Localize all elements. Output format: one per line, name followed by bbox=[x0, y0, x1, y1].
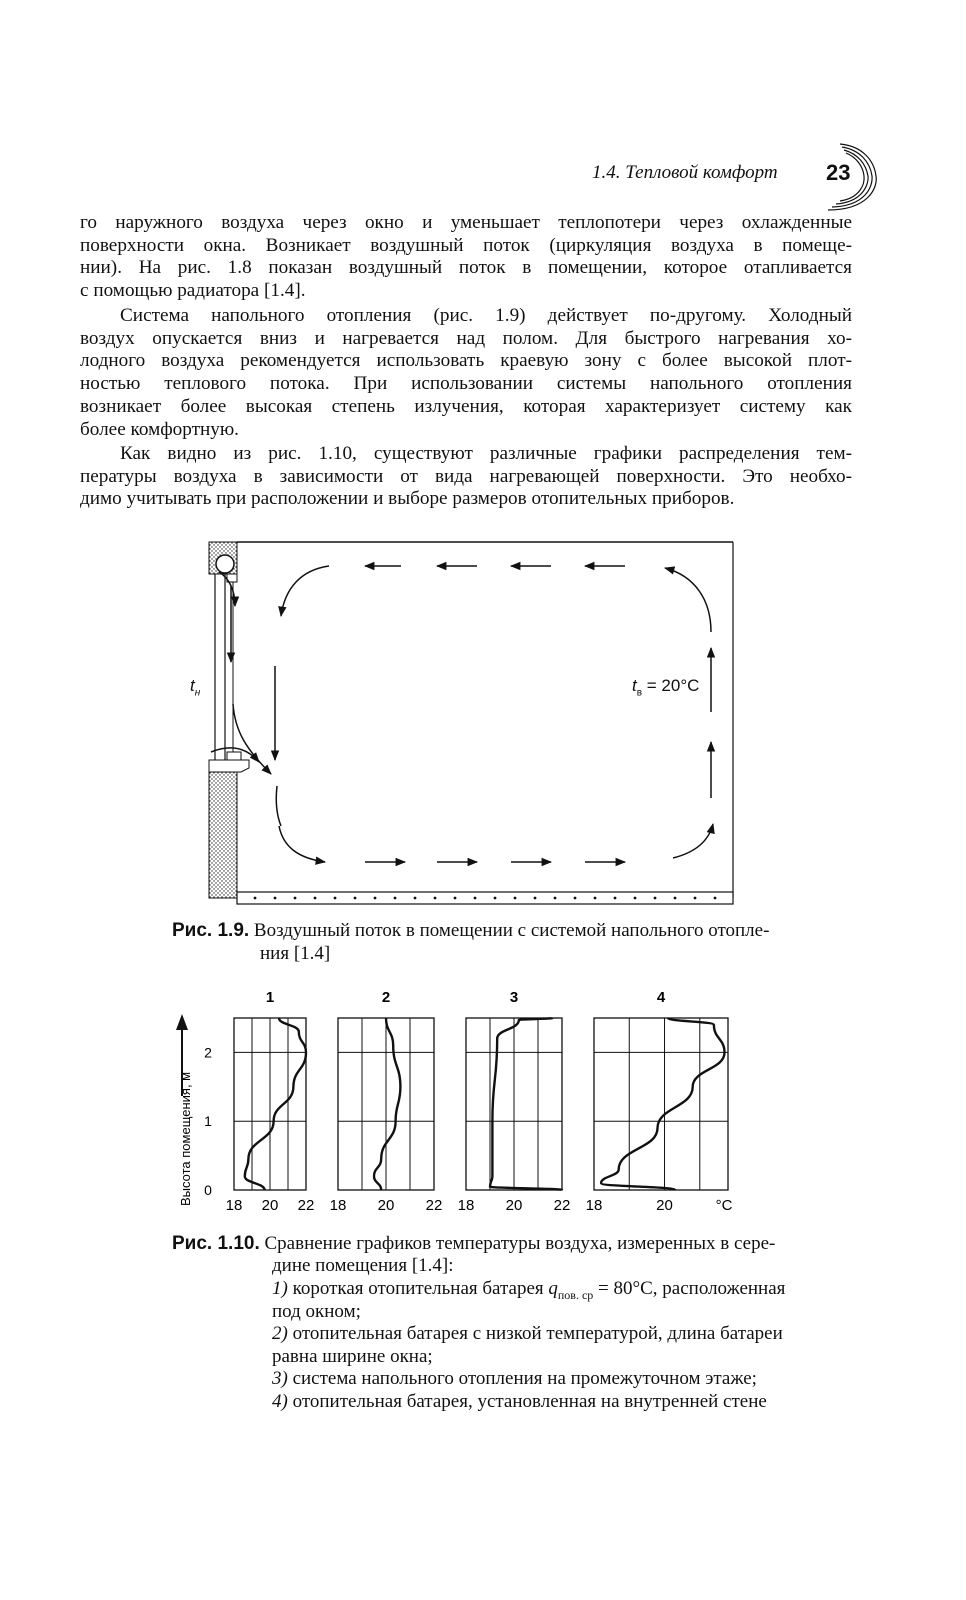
panel-label: 3 bbox=[509, 989, 519, 1006]
legend-item-3: 3) система напольного отопления на промежуточном этаже; bbox=[272, 1368, 757, 1389]
figure-1-10-temperature-charts bbox=[168, 984, 768, 1220]
y-tick-label: 2 bbox=[204, 1044, 212, 1061]
outside-temp-label: $t_н$ bbox=[190, 676, 201, 699]
paragraph-3 bbox=[80, 443, 852, 511]
figure-1-9-caption-line2: ния [1.4] bbox=[260, 943, 331, 964]
paragraph-1 bbox=[80, 212, 852, 303]
temperature-profile-1 bbox=[245, 1018, 306, 1190]
panel-label: 4 bbox=[656, 989, 666, 1006]
text-line: ностью теплового потока. При использовании системы напольного отопления bbox=[80, 373, 852, 395]
x-tick-label: 22 bbox=[297, 1197, 315, 1214]
y-tick-label: 1 bbox=[204, 1113, 212, 1130]
text-line: димо учитывать при расположении и выборе размеров отопительных приборов. bbox=[80, 488, 735, 510]
y-axis-arrowhead bbox=[176, 1014, 188, 1030]
paragraph-2 bbox=[80, 305, 852, 441]
x-unit-label: °С bbox=[715, 1197, 733, 1214]
running-header-title: 1.4. Тепловой комфорт bbox=[592, 162, 778, 183]
temperature-profile-4 bbox=[601, 1018, 724, 1190]
text-line: воздух опускается вниз и нагревается над полом. Для быстрого нагревания хо- bbox=[80, 327, 852, 349]
x-tick-label: 18 bbox=[225, 1197, 243, 1214]
figure-1-9-airflow-diagram bbox=[205, 536, 745, 910]
text-line: возникает более высокая степень излучения, которая характеризует систему как bbox=[80, 395, 852, 417]
legend-item-2: 2) отопительная батарея с низкой температурой, длина батареи bbox=[272, 1323, 783, 1344]
inside-temp-label: $t_в = 20^\circ С$ bbox=[632, 676, 700, 699]
heated-floor bbox=[237, 892, 733, 904]
x-tick-label: 18 bbox=[329, 1197, 347, 1214]
window-sill bbox=[209, 760, 249, 772]
temperature-profile-3 bbox=[490, 1018, 562, 1190]
legend-item-2-line2: равна ширине окна; bbox=[272, 1346, 433, 1367]
panel-label: 2 bbox=[381, 989, 391, 1006]
exterior-wall-bottom bbox=[209, 760, 237, 898]
page-number: 23 bbox=[826, 160, 851, 185]
x-tick-label: 22 bbox=[553, 1197, 571, 1214]
y-tick-label: 0 bbox=[204, 1182, 212, 1198]
x-tick-label: 18 bbox=[585, 1197, 603, 1214]
x-tick-label: 20 bbox=[505, 1197, 523, 1214]
legend-item-1: 1) короткая отопительная батарея $q_{пов. ср} = 80^\circ С$, расположенная bbox=[272, 1278, 786, 1302]
y-axis-label: Высота помещения, м bbox=[178, 1071, 193, 1206]
x-tick-label: 20 bbox=[261, 1197, 279, 1214]
text-line: с помощью радиатора [1.4]. bbox=[80, 280, 306, 302]
text-line: го наружного воздуха через окно и уменьшает теплопотери через охлажденные bbox=[80, 212, 852, 233]
figure-1-10-caption: Рис. 1.10. Сравнение графиков температуры воздуха, измеренных в сере- bbox=[172, 1233, 776, 1254]
x-tick-label: 20 bbox=[656, 1197, 673, 1214]
temperature-profile-2 bbox=[374, 1018, 400, 1190]
text-line: Как видно из рис. 1.10, существуют различные графики распределения тем- bbox=[120, 443, 852, 464]
figure-1-10-caption-line2: дине помещения [1.4]: bbox=[272, 1255, 454, 1276]
text-line: Система напольного отопления (рис. 1.9) действует по-другому. Холодный bbox=[120, 305, 852, 326]
text-line: поверхности окна. Возникает воздушный поток (циркуляция воздуха в помеще- bbox=[80, 234, 852, 256]
x-tick-label: 18 bbox=[457, 1197, 475, 1214]
legend-item-4: 4) отопительная батарея, установленная на внутренней стене bbox=[272, 1391, 767, 1412]
chart-panel-frame bbox=[594, 1018, 728, 1190]
figure-1-9-caption: Рис. 1.9. Воздушный поток в помещении с системой напольного отопле- bbox=[172, 920, 770, 941]
x-tick-label: 20 bbox=[377, 1197, 395, 1214]
legend-item-1-line2: под окном; bbox=[272, 1301, 361, 1322]
text-line: более комфортную. bbox=[80, 418, 239, 440]
curtain-roll bbox=[216, 555, 234, 573]
text-line: пературы воздуха в зависимости от вида нагревающей поверхности. Это необхо- bbox=[80, 465, 852, 487]
x-tick-label: 22 bbox=[425, 1197, 443, 1214]
panel-label: 1 bbox=[265, 989, 275, 1006]
text-line: нии). На рис. 1.8 показан воздушный поток в помещении, которое отапливается bbox=[80, 257, 852, 279]
text-line: лодного воздуха рекомендуется использовать краевую зону с более высокой плот- bbox=[80, 350, 852, 372]
